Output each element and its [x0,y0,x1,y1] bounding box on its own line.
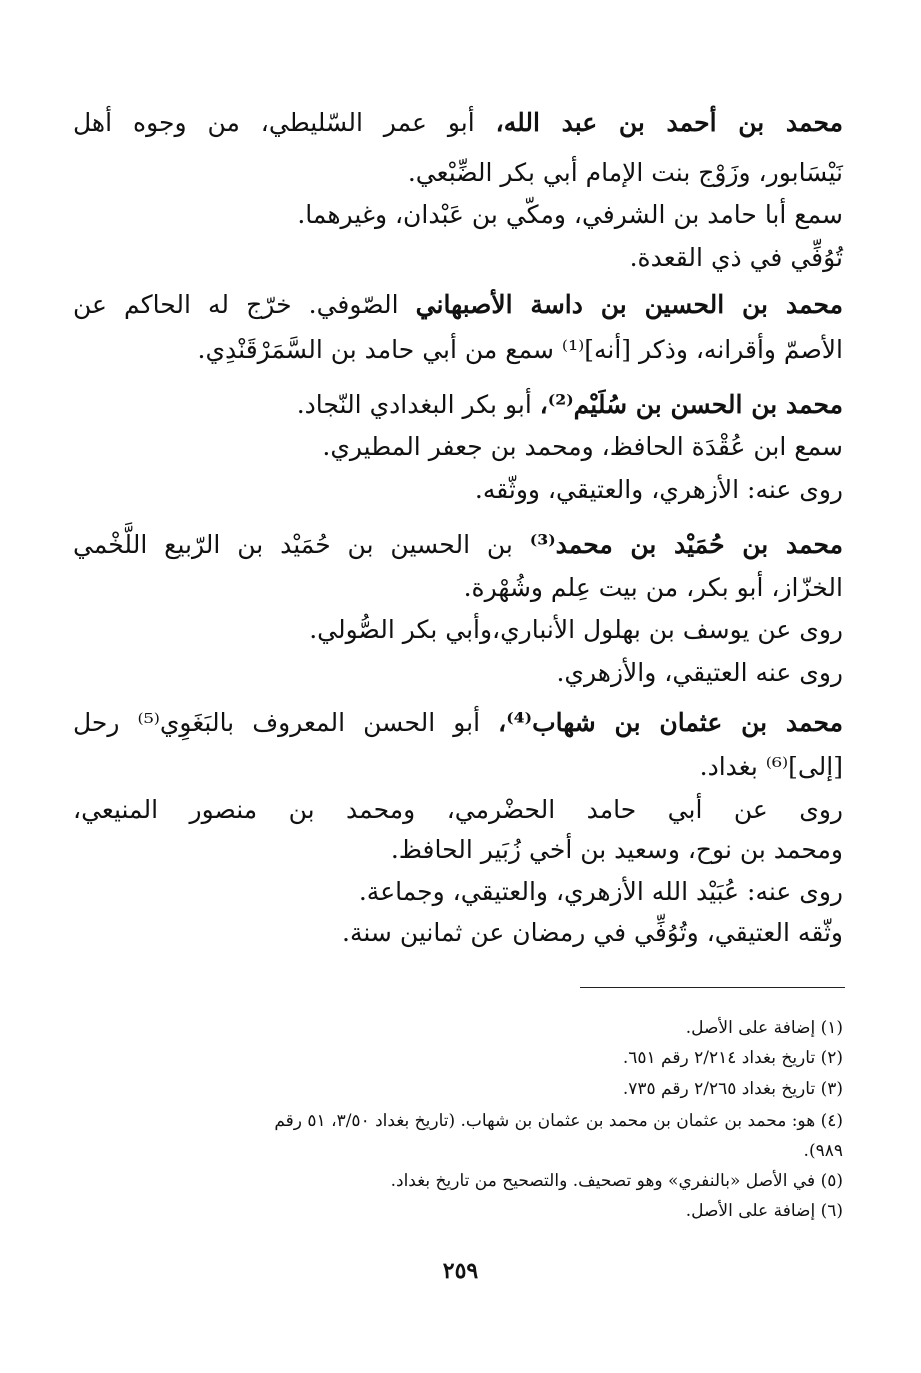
entry-3-text: أبو بكر البغدادي النّجاد. [296,390,540,419]
entry-2-line-2 [198,335,843,364]
entry-4-sub-2 [556,658,843,687]
entry-4-name: محمد بن حُمَيْد بن محمد⁽³⁾ [529,530,843,559]
entry-4-sub-1 [309,615,843,644]
entry-2-text: الصّوفي. خرّج له الحاكم عن [73,290,416,319]
entry-5-para-4-text: وثّقه العتيقي، وتُوُفِّي في رمضان عن ثمانين سنة. [342,918,843,947]
footnote-4-cont: ٩٨٩). [803,1141,843,1161]
entry-1-line-2 [408,158,843,187]
page-number: ٢٥٩ [442,1258,479,1284]
entry-3-name: محمد بن الحسن بن سُلَيْم⁽²⁾، [539,390,843,419]
entry-2-text-2: الأصمّ وأقرانه، وذكر [أنه]⁽¹⁾ سمع من أبي حامد بن السَّمَرْقَنْدِي. [197,335,843,364]
entry-2-name: محمد بن الحسين بن داسة الأصبهاني [415,290,843,319]
entry-5-para-2 [391,835,843,864]
footnote-2: (٢) تاريخ بغداد ٢/٢١٤ رقم ٦٥١. [622,1048,843,1068]
footnote-3: (٣) تاريخ بغداد ٢/٢٦٥ رقم ٧٣٥. [622,1079,843,1099]
entry-3-sub-2 [475,475,843,504]
entry-4-text-2: الخزّاز، أبو بكر، من بيت عِلم وشُهْرة. [463,573,843,602]
entry-1-sub-2 [630,243,843,272]
entry-5-text-2: [إلى]⁽⁶⁾ بغداد. [699,752,843,781]
entry-5-para-4 [342,918,843,947]
entry-5-name: محمد بن عثمان بن شهاب⁽⁴⁾، [498,708,844,737]
entry-5-para-1-text: روى عن أبي حامد الحضْرمي، ومحمد بن منصور المنيعي، [73,795,843,824]
entry-4-sub-1-text: روى عن يوسف بن بهلول الأنباري،وأبي بكر الصُّولي. [309,615,843,644]
entry-5-para-3-text: روى عنه: عُبَيْد الله الأزهري، والعتيقي، وجماعة. [358,877,843,906]
footnote-6: (٦) إضافة على الأصل. [685,1201,843,1221]
entry-4-line-2 [464,573,843,602]
entry-5-para-3 [359,877,843,906]
entry-1-sub-1 [297,200,843,229]
entry-3-sub-1-text: سمع ابن عُقْدَة الحافظ، ومحمد بن جعفر المطيري. [322,432,843,461]
entry-3-sub-1 [322,432,843,461]
entry-1-text: أبو عمر السّليطي، من وجوه أهل [73,108,496,137]
entry-1-line-1 [73,108,843,137]
footnote-divider [580,987,845,988]
entry-1-name: محمد بن أحمد بن عبد الله، [495,108,843,137]
footnote-1: (١) إضافة على الأصل. [685,1018,843,1038]
entry-1-sub-1-text: سمع أبا حامد بن الشرفي، ومكّي بن عَبْدان، وغيرهما. [297,200,843,229]
entry-5-text: أبو الحسن المعروف بالبَغَوِي⁽⁵⁾ رحل [73,708,499,737]
footnote-4: (٤) هو: محمد بن عثمان بن محمد بن عثمان بن شهاب. (تاريخ بغداد ٣/٥٠، ٥١ رقم [274,1111,843,1131]
entry-4-text: بن الحسين بن حُمَيْد بن الرّبيع اللَّخْمي [73,530,530,559]
entry-5-para-2-text: ومحمد بن نوح، وسعيد بن أخي زُبَير الحافظ. [390,835,843,864]
entry-4-line-1 [73,530,843,559]
entry-3-line-1 [297,390,843,419]
entry-5-line-2 [700,752,843,781]
entry-5-para-1 [73,795,843,824]
entry-4-sub-2-text: روى عنه العتيقي، والأزهري. [556,658,843,687]
entry-5-line-1 [73,708,843,737]
entry-2-line-1 [73,290,843,319]
footnote-5: (٥) في الأصل «بالنفري» وهو تصحيف. والتصحيح من تاريخ بغداد. [390,1171,843,1191]
entry-1-sub-2-text: تُوُفِّي في ذي القعدة. [629,243,843,272]
entry-1-text-2: نَيْسَابور، وزَوْج بنت الإمام أبي بكر الضِّبْعي. [407,158,843,187]
entry-3-sub-2-text: روى عنه: الأزهري، والعتيقي، ووثّقه. [474,475,843,504]
